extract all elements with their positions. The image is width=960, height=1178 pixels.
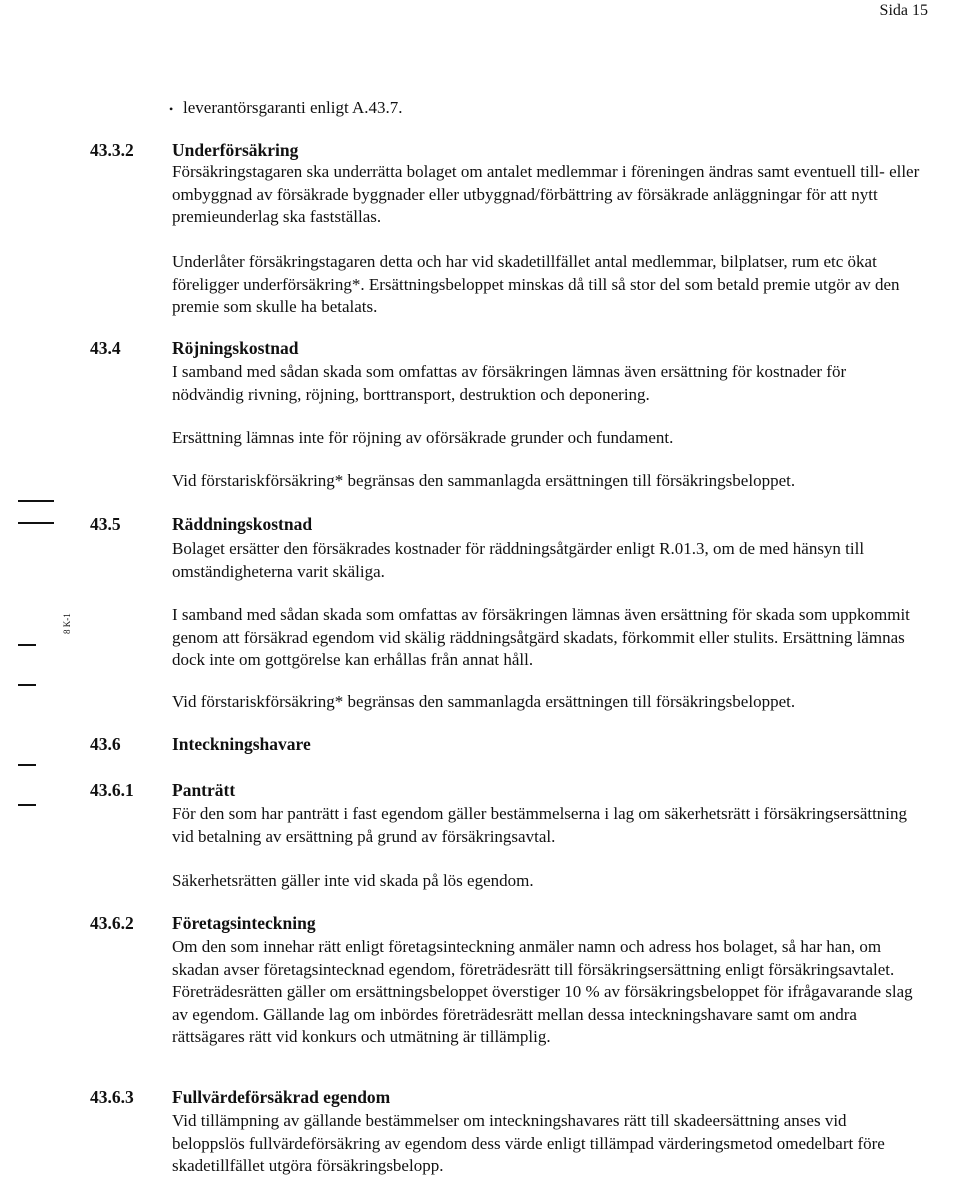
section-title: Företagsinteckning [172, 913, 316, 933]
paragraph: Säkerhetsrätten gäller inte vid skada på lös egendom. [172, 871, 534, 890]
section-number: 43.5 [90, 514, 121, 534]
margin-revision-bar [18, 804, 36, 806]
paragraph: För den som har panträtt i fast egendom gäller bestämmelserna i lag om säkerhetsrätt i försäkringsersättning vid betalning av ersättning på grund av försäkringsavtal. [172, 804, 908, 846]
page-number: Sida 15 [879, 2, 928, 19]
section-title: Underförsäkring [172, 140, 299, 160]
paragraph: I samband med sådan skada som omfattas av försäkringen lämnas även ersättning för skada som uppkommit genom att försäkrad egendom vid skälig räddningsåtgärd skadats, förkommit eller stulits. Ersättning lämnas dock inte om gottgörelse kan erhållas från annat håll. [172, 605, 910, 669]
paragraph: Vid förstariskförsäkring* begränsas den sammanlagda ersättningen till försäkringsbeloppet. [172, 471, 796, 490]
section-number: 43.6 [90, 734, 121, 754]
section-title: Röjningskostnad [172, 338, 299, 358]
paragraph: Bolaget ersätter den försäkrades kostnader för räddningsåtgärder enligt R.01.3, om de med hänsyn till omständigheterna varit skäliga. [172, 539, 865, 581]
margin-revision-bar [18, 522, 54, 524]
margin-revision-bar [18, 764, 36, 766]
paragraph: I samband med sådan skada som omfattas av försäkringen lämnas även ersättning för kostnader för nödvändig rivning, röjning, borttransport, destruktion och deponering. [172, 362, 847, 404]
section-number: 43.4 [90, 338, 121, 358]
section-number: 43.3.2 [90, 140, 134, 160]
margin-code: 8 K-1 [62, 613, 72, 634]
paragraph: Försäkringstagaren ska underrätta bolaget om antalet medlemmar i föreningen ändras samt eventuell till- eller ombyggnad av försäkrade byggnader eller utbyggnad/förbättring av försäkrade anläggningar för att nytt premieunderlag ska fastställas. [172, 162, 920, 226]
paragraph: Vid förstariskförsäkring* begränsas den sammanlagda ersättningen till försäkringsbeloppet. [172, 692, 796, 711]
bullet-dot-icon: • [169, 101, 174, 116]
section-title: Inteckningshavare [172, 734, 311, 754]
margin-revision-bar [18, 500, 54, 502]
section-number: 43.6.1 [90, 780, 134, 800]
paragraph: Underlåter försäkringstagaren detta och har vid skadetillfället antal medlemmar, bilplatser, rum etc ökat föreligger underförsäkring*. Ersättningsbeloppet minskas då till så stor del som betald premie utgör av den premie som skulle ha betalats. [172, 252, 900, 316]
section-number: 43.6.3 [90, 1087, 134, 1107]
section-title: Räddningskostnad [172, 514, 313, 534]
paragraph: Ersättning lämnas inte för röjning av oförsäkrade grunder och fundament. [172, 428, 674, 447]
paragraph: Om den som innehar rätt enligt företagsinteckning anmäler namn och adress hos bolaget, så har han, om skadan avser företagsintecknad egendom, företrädesrätt till försäkringsersättning enligt försäkringsavtalet. Företrädesrätten gäller om ersättningsbeloppet överstiger 10 % av försäkringsbeloppet för ifrågavarande slag av egendom. Gällande lag om inbördes företrädesrätt mellan dessa inteckningshavare samt om andra rättsägares rätt vid konkurs och utmätning är tillämplig. [172, 937, 913, 1046]
section-title: Fullvärdeförsäkrad egendom [172, 1087, 391, 1107]
margin-revision-bar [18, 644, 36, 646]
section-number: 43.6.2 [90, 913, 134, 933]
bullet-item [169, 98, 403, 118]
paragraph: Vid tillämpning av gällande bestämmelser om inteckningshavares rätt till skadeersättning anses vid beloppslös fullvärdeförsäkring av egendom dess värde enligt tillämpad värderingsmetod omedelbart före skadetillfället utgöra försäkringsbelopp. [172, 1111, 885, 1175]
section-title: Panträtt [172, 780, 236, 800]
margin-revision-bar [18, 684, 36, 686]
bullet-text: leverantörsgaranti enligt A.43.7. [183, 98, 403, 117]
